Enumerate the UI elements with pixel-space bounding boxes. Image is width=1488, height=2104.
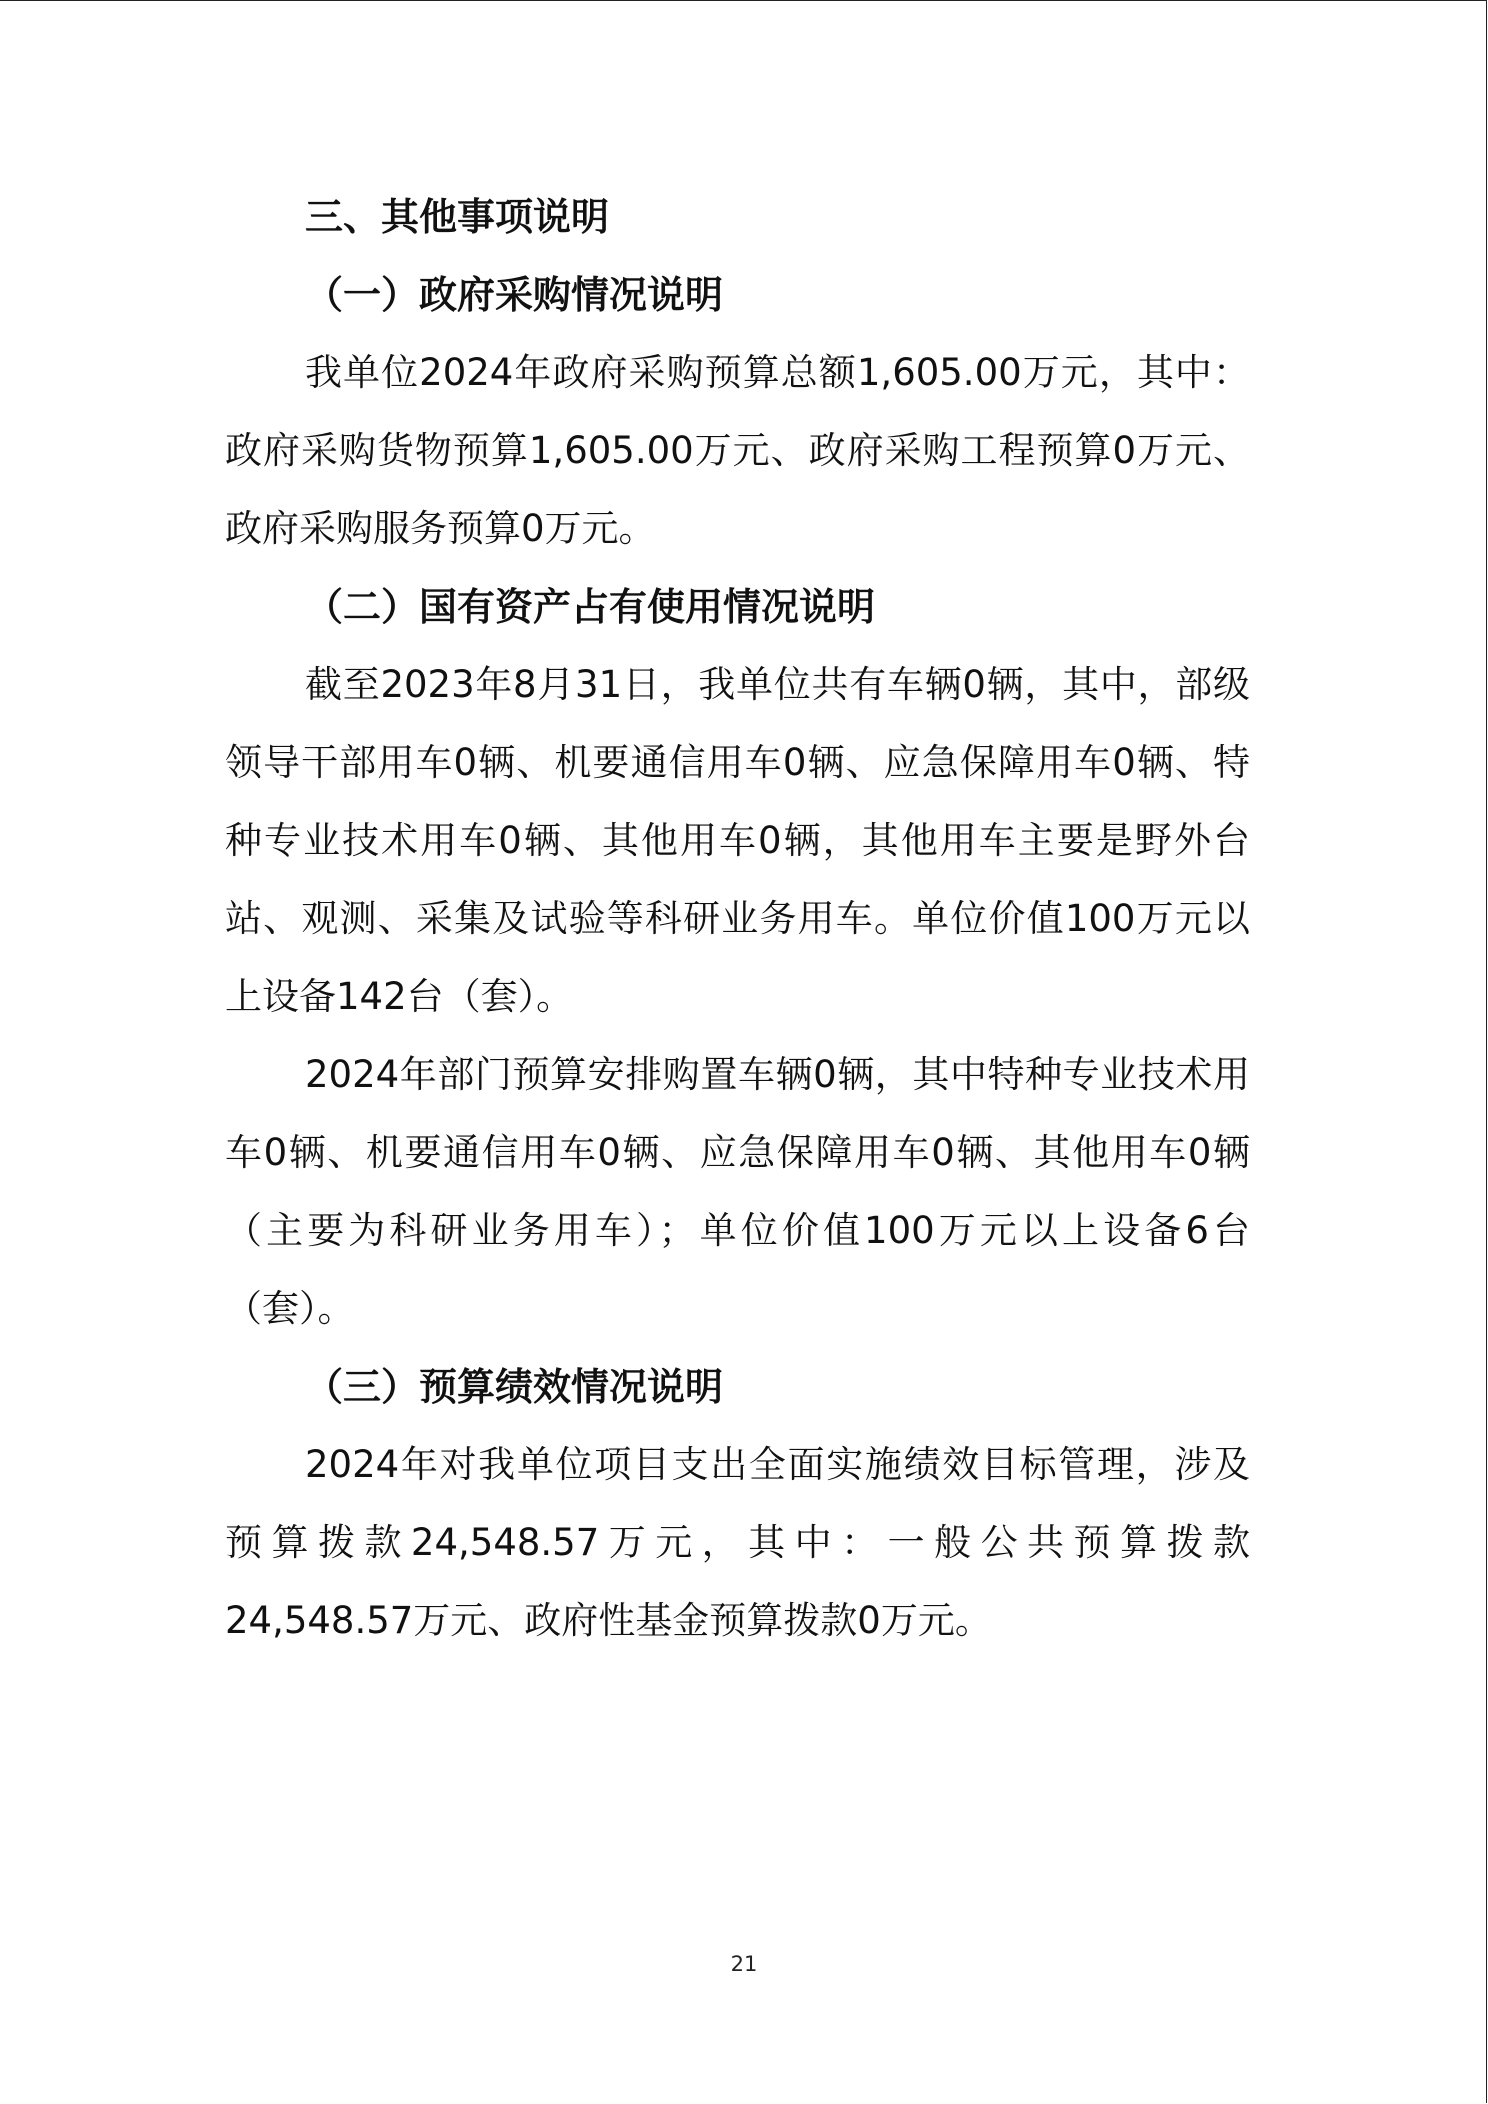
procurement-paragraph: 我单位2024年政府采购预算总额1,605.00万元，其中：政府采购货物预算1,605.00万元、政府采购工程预算0万元、政府采购服务预算0万元。 [225, 351, 1250, 550]
section-title: 三、其他事项说明 [305, 195, 610, 239]
procurement-heading: （一）政府采购情况说明 [305, 273, 724, 317]
page-number: 21 [730, 1952, 758, 1976]
performance-heading: （三）预算绩效情况说明 [305, 1365, 724, 1409]
document-body [225, 178, 1250, 1660]
assets-heading: （二）国有资产占有使用情况说明 [305, 585, 876, 629]
assets-paragraph-vehicles: 截至2023年8月31日，我单位共有车辆0辆，其中，部级领导干部用车0辆、机要通信用车0辆、应急保障用车0辆、特种专业技术用车0辆、其他用车0辆，其他用车主要是野外台站、观测、采集及试验等科研业务用车。单位价值100万元以上设备142台（套）。 [225, 663, 1250, 1018]
performance-paragraph: 2024年对我单位项目支出全面实施绩效目标管理，涉及预算拨款24,548.57万元，其中：一般公共预算拨款24,548.57万元、政府性基金预算拨款0万元。 [225, 1443, 1250, 1642]
assets-paragraph-budget: 2024年部门预算安排购置车辆0辆，其中特种专业技术用车0辆、机要通信用车0辆、应急保障用车0辆、其他用车0辆（主要为科研业务用车）；单位价值100万元以上设备6台（套）。 [225, 1053, 1250, 1330]
